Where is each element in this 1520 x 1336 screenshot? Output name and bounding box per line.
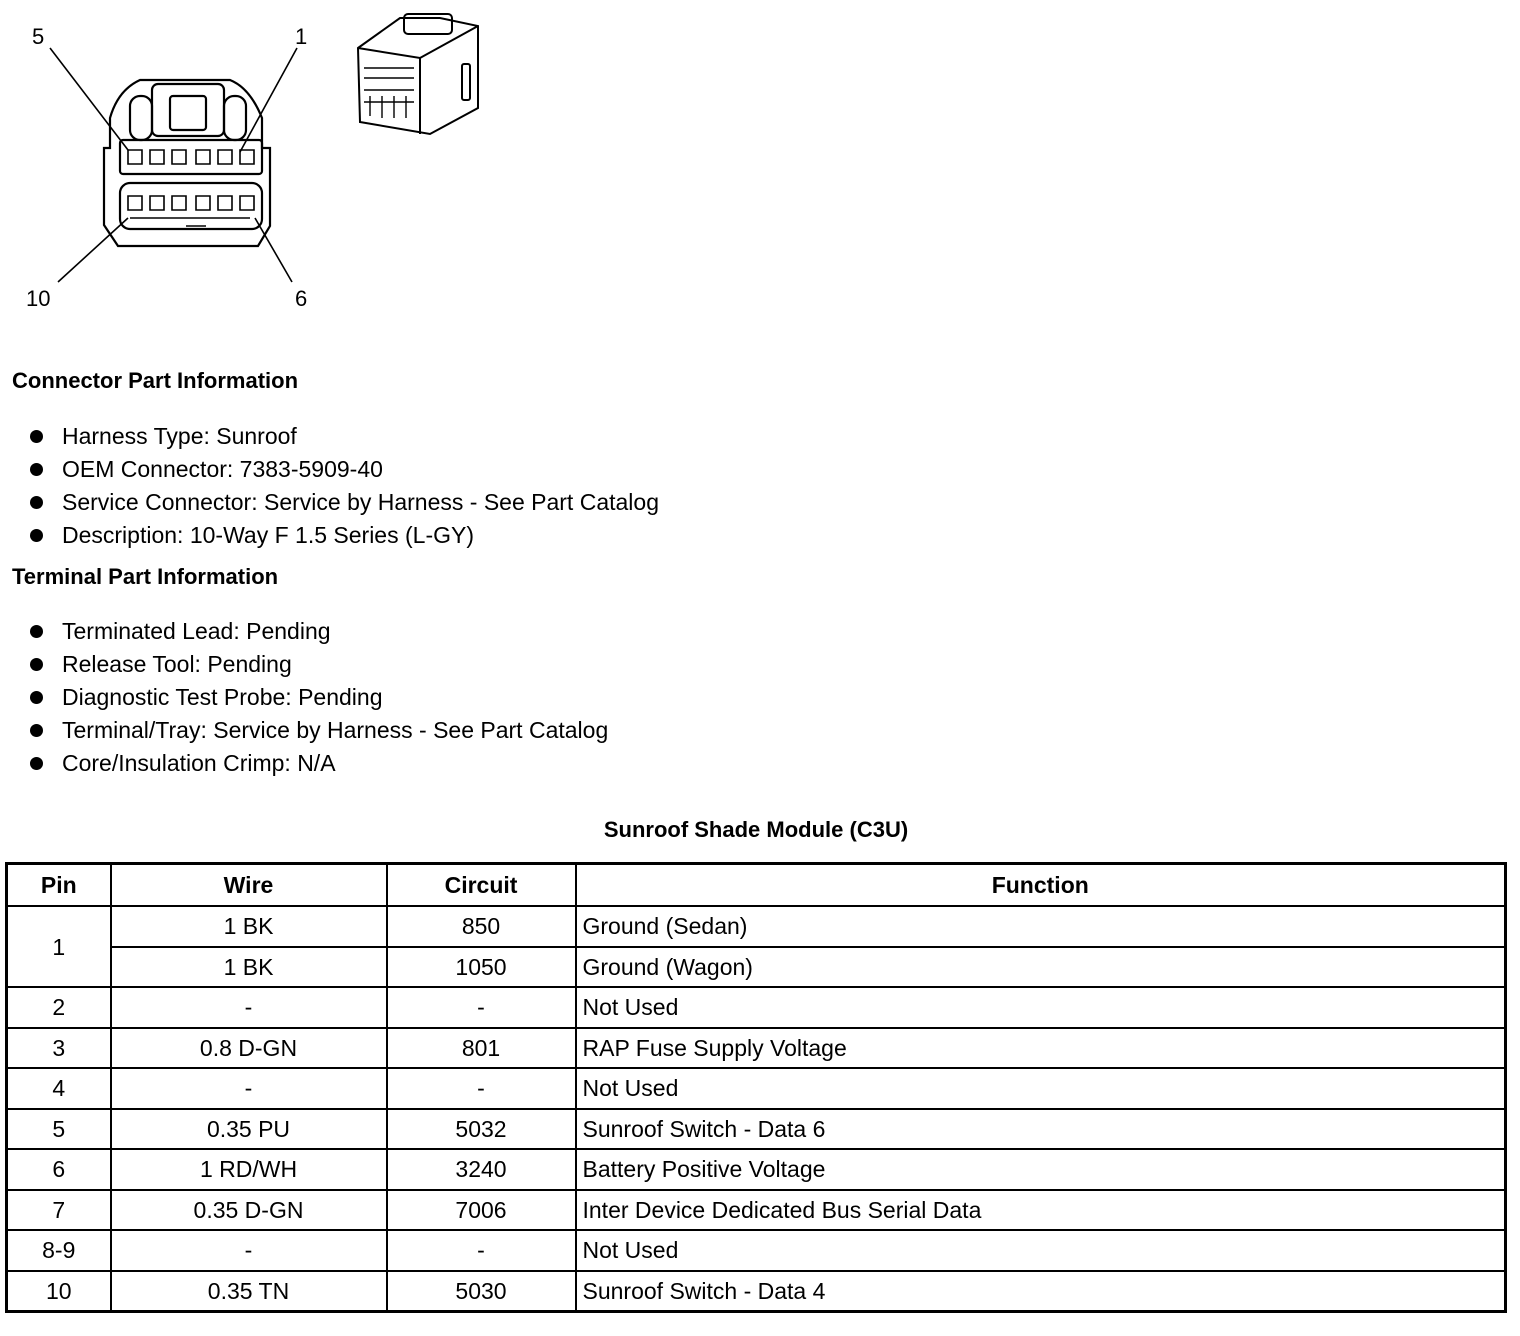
list-item-text: Release Tool: Pending <box>62 651 292 677</box>
pin-cell: 5 <box>7 1109 111 1150</box>
wire-cell: 0.35 D-GN <box>111 1190 387 1231</box>
table-row <box>7 1149 1506 1190</box>
bullet-icon <box>30 625 43 638</box>
function-cell: Ground (Wagon) <box>576 947 1506 988</box>
connector-face-view <box>50 48 297 282</box>
pin-cell: 7 <box>7 1190 111 1231</box>
function-cell: Ground (Sedan) <box>576 906 1506 947</box>
table-row <box>7 906 1506 947</box>
wire-cell: 0.35 TN <box>111 1271 387 1312</box>
circuit-cell: 850 <box>387 906 576 947</box>
pin-cell: 2 <box>7 987 111 1028</box>
table-row <box>7 1190 1506 1231</box>
function-cell: RAP Fuse Supply Voltage <box>576 1028 1506 1069</box>
function-cell: Battery Positive Voltage <box>576 1149 1506 1190</box>
bullet-icon <box>30 658 43 671</box>
circuit-cell: 5032 <box>387 1109 576 1150</box>
pinout-table <box>5 862 1507 1313</box>
wire-cell: 1 RD/WH <box>111 1149 387 1190</box>
function-cell: Sunroof Switch - Data 4 <box>576 1271 1506 1312</box>
list-item-text: Terminated Lead: Pending <box>62 618 331 644</box>
list-item-text: Core/Insulation Crimp: N/A <box>62 750 336 776</box>
function-cell: Not Used <box>576 1230 1506 1271</box>
connector-diagram <box>0 0 520 330</box>
list-item-text: OEM Connector: 7383-5909-40 <box>62 456 383 482</box>
wire-cell: 0.35 PU <box>111 1109 387 1150</box>
bullet-icon <box>30 691 43 704</box>
table-row <box>7 1028 1506 1069</box>
function-cell: Inter Device Dedicated Bus Serial Data <box>576 1190 1506 1231</box>
column-header-circuit: Circuit <box>387 864 576 907</box>
circuit-cell: 801 <box>387 1028 576 1069</box>
function-cell: Not Used <box>576 987 1506 1028</box>
circuit-cell: 3240 <box>387 1149 576 1190</box>
pin-cell: 1 <box>7 906 111 987</box>
table-row <box>7 1109 1506 1150</box>
table-row <box>7 947 1506 988</box>
circuit-cell: 7006 <box>387 1190 576 1231</box>
column-header-wire: Wire <box>111 864 387 907</box>
pin-label-6: 6 <box>295 286 308 311</box>
circuit-cell: 5030 <box>387 1271 576 1312</box>
list-item-text: Diagnostic Test Probe: Pending <box>62 684 383 710</box>
pin-label-1: 1 <box>295 24 308 49</box>
table-header-row <box>7 864 1506 907</box>
function-cell: Sunroof Switch - Data 6 <box>576 1109 1506 1150</box>
connector-part-info-heading: Connector Part Information <box>12 368 299 393</box>
bullet-icon <box>30 757 43 770</box>
list-item-text: Service Connector: Service by Harness - See Part Catalog <box>62 489 659 515</box>
circuit-cell: 1050 <box>387 947 576 988</box>
bullet-icon <box>30 724 43 737</box>
wire-cell: 1 BK <box>111 947 387 988</box>
function-cell: Not Used <box>576 1068 1506 1109</box>
pin-label-10: 10 <box>26 286 51 311</box>
table-row <box>7 987 1506 1028</box>
pin-cell: 3 <box>7 1028 111 1069</box>
wire-cell: 1 BK <box>111 906 387 947</box>
pin-cell: 6 <box>7 1149 111 1190</box>
bullet-icon <box>30 496 43 509</box>
bullet-icon <box>30 529 43 542</box>
connector-isometric-view <box>358 14 478 134</box>
table-row <box>7 1068 1506 1109</box>
list-item-text: Terminal/Tray: Service by Harness - See Part Catalog <box>62 717 609 743</box>
pin-cell: 10 <box>7 1271 111 1312</box>
table-title: Sunroof Shade Module (C3U) <box>603 817 909 842</box>
pin-label-5: 5 <box>32 24 45 49</box>
circuit-cell: - <box>387 987 576 1028</box>
bullet-icon <box>30 463 43 476</box>
terminal-part-info-heading: Terminal Part Information <box>12 564 279 589</box>
table-row <box>7 1271 1506 1312</box>
list-item-text: Description: 10-Way F 1.5 Series (L-GY) <box>62 522 474 548</box>
circuit-cell: - <box>387 1068 576 1109</box>
pin-cell: 8-9 <box>7 1230 111 1271</box>
column-header-function: Function <box>576 864 1506 907</box>
bullet-icon <box>30 430 43 443</box>
table-row <box>7 1230 1506 1271</box>
circuit-cell: - <box>387 1230 576 1271</box>
wire-cell: - <box>111 987 387 1028</box>
list-item-text: Harness Type: Sunroof <box>62 423 297 449</box>
wire-cell: - <box>111 1068 387 1109</box>
column-header-pin: Pin <box>7 864 111 907</box>
wire-cell: 0.8 D-GN <box>111 1028 387 1069</box>
pin-cell: 4 <box>7 1068 111 1109</box>
wire-cell: - <box>111 1230 387 1271</box>
